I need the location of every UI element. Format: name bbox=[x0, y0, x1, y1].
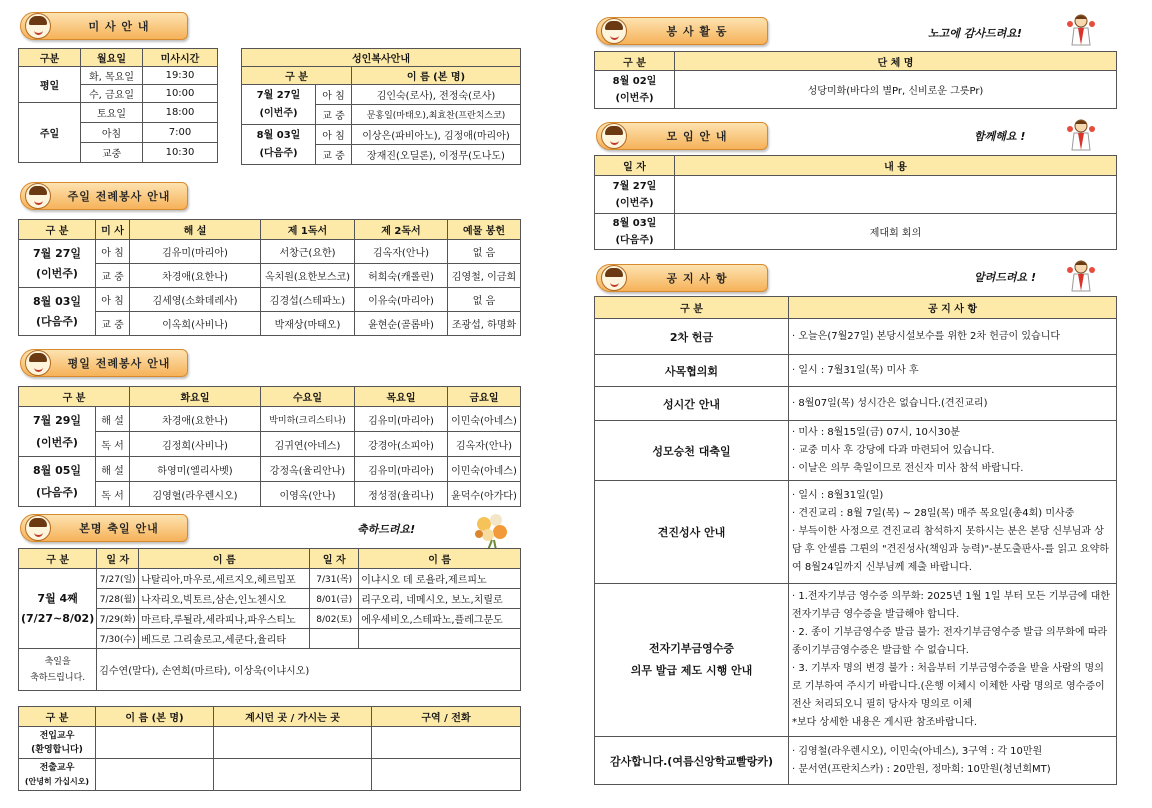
empty-cell bbox=[372, 727, 521, 759]
header-cell: 제 2독서 bbox=[355, 220, 448, 240]
date: 7월 27일 bbox=[612, 180, 657, 192]
notice-line: · 김영철(라우렌시오), 이민숙(아네스), 3구역 : 각 10만원 bbox=[792, 745, 1043, 757]
day-cell: 7/29(화) bbox=[97, 609, 139, 629]
meeting-table bbox=[594, 155, 1117, 250]
weekday-service-banner-label: 평일 전례봉사 안내 bbox=[67, 357, 171, 370]
sunday-service-banner bbox=[20, 182, 188, 210]
notice-banner-label: 공 지 사 항 bbox=[666, 272, 728, 285]
day-cell: 7/28(월) bbox=[97, 589, 139, 609]
date-sub: (이번주) bbox=[615, 197, 654, 209]
date-cell bbox=[19, 407, 96, 457]
sunday-service-table bbox=[18, 219, 521, 336]
group-cell: 성당미화(바다의 별Pr, 신비로운 그릇Pr) bbox=[675, 71, 1117, 109]
notice-line: · 8월07일(목) 성시간은 없습니다.(견진교리) bbox=[789, 387, 1117, 421]
notice-title: 전자기부금영수증 bbox=[648, 642, 734, 655]
header-cell: 화요일 bbox=[130, 387, 261, 407]
header-cell: 내 용 bbox=[675, 156, 1117, 176]
header-cell: 구분 bbox=[19, 49, 81, 67]
fri-cell: 이민숙(아네스) bbox=[448, 457, 521, 482]
notice-lines bbox=[789, 421, 1117, 481]
flower-bouquet-icon bbox=[470, 510, 514, 550]
header-cell: 수요일 bbox=[261, 387, 355, 407]
volunteer-banner-label: 봉 사 활 동 bbox=[666, 25, 728, 38]
jesus-figure-icon bbox=[1066, 117, 1096, 151]
header-cell: 구 분 bbox=[595, 52, 675, 71]
jesus-figure-icon bbox=[1066, 258, 1096, 292]
header-cell: 구 분 bbox=[595, 297, 789, 319]
empty-cell bbox=[96, 727, 214, 759]
header-cell: 미 사 bbox=[96, 220, 130, 240]
date: 7월 27일 bbox=[256, 89, 301, 101]
offering-cell: 없 음 bbox=[448, 240, 521, 264]
transfer-table bbox=[18, 706, 521, 791]
content-cell bbox=[675, 176, 1117, 214]
role-cell: 해 설 bbox=[96, 407, 130, 432]
header-cell: 단 체 명 bbox=[675, 52, 1117, 71]
transfer-in-cell bbox=[19, 727, 96, 759]
nameday-banner-label: 본명 축일 안내 bbox=[79, 522, 159, 535]
date-cell bbox=[595, 214, 675, 250]
notice-table bbox=[594, 296, 1117, 785]
volunteer-cheer: 노고에 감사드려요! bbox=[928, 27, 1022, 40]
offering-cell: 김영철, 이금희 bbox=[448, 264, 521, 288]
volunteer-table bbox=[594, 51, 1117, 109]
priest-face-icon bbox=[25, 183, 51, 209]
header-cell: 이 름 (본 명) bbox=[96, 707, 214, 727]
header-cell: 미사시간 bbox=[143, 49, 218, 67]
date-cell bbox=[595, 71, 675, 109]
reader1-cell: 옥치원(요한보스코) bbox=[261, 264, 355, 288]
priest-face-icon bbox=[25, 13, 51, 39]
notice-title: 감사합니다.(여름신앙학교빨랑카) bbox=[595, 737, 789, 785]
notice-title: 의무 발급 제도 시행 안내 bbox=[630, 664, 753, 677]
commentator-cell: 이옥희(사비나) bbox=[130, 312, 261, 336]
nameday-banner bbox=[20, 514, 188, 542]
names-cell bbox=[359, 629, 521, 649]
header-cell: 구역 / 전화 bbox=[372, 707, 521, 727]
notice-line: · 3. 기부자 명의 변경 불가 : 처음부터 기부금영수증을 받을 사람의 명의로 기부하여 주시기 바랍니다.(은행 이체시 이체한 사람 명의로 영수증이 전산 처리되오니 필히 당사자 명의로 이체 bbox=[792, 663, 1105, 710]
transfer-out-cell bbox=[19, 759, 96, 791]
weekday-label: 평일 bbox=[19, 67, 81, 103]
notice-title: 견진성사 안내 bbox=[595, 481, 789, 584]
fri-cell: 이민숙(아네스) bbox=[448, 407, 521, 432]
names-cell: 에우세비오,스테파노,플레그문도 bbox=[359, 609, 521, 629]
fri-cell: 김옥자(안나) bbox=[448, 432, 521, 457]
notice-title: 사목협의회 bbox=[595, 355, 789, 387]
mass-day: 수, 금요일 bbox=[81, 85, 143, 103]
notice-banner bbox=[596, 264, 768, 292]
notice-title: 성모승천 대축일 bbox=[595, 421, 789, 481]
header-cell: 이 름 (본 명) bbox=[352, 67, 521, 85]
header-cell: 일 자 bbox=[310, 549, 359, 569]
day-cell: 7/31(목) bbox=[310, 569, 359, 589]
congrats-names: 김수연(말다), 손연희(마르타), 이상욱(이냐시오) bbox=[97, 649, 521, 691]
date-cell bbox=[242, 85, 316, 125]
day-cell bbox=[310, 629, 359, 649]
header-cell: 이 름 bbox=[139, 549, 310, 569]
priest-face-icon bbox=[601, 265, 627, 291]
header-cell: 월요일 bbox=[81, 49, 143, 67]
commentator-cell: 김세영(소화데레사) bbox=[130, 288, 261, 312]
priest-face-icon bbox=[25, 515, 51, 541]
tue-cell: 하영미(엘리사벳) bbox=[130, 457, 261, 482]
empty-cell bbox=[372, 759, 521, 791]
names-cell: 김인숙(로사), 전정숙(로사) bbox=[352, 85, 521, 105]
reader1-cell: 박재상(마태오) bbox=[261, 312, 355, 336]
notice-line: · 교중 미사 후 강당에 다과 마련되어 있습니다. bbox=[792, 444, 995, 456]
notice-lines bbox=[789, 481, 1117, 584]
date-sub: (이번주) bbox=[36, 435, 78, 449]
date: 7월 27일 bbox=[32, 246, 82, 260]
header-cell: 금요일 bbox=[448, 387, 521, 407]
day-cell: 7/30(수) bbox=[97, 629, 139, 649]
week-range: (7/27~8/02) bbox=[21, 611, 95, 625]
header-cell: 일 자 bbox=[97, 549, 139, 569]
header-cell: 구 분 bbox=[19, 387, 130, 407]
thu-cell: 김유미(마리아) bbox=[355, 407, 448, 432]
notice-line: · 일시 : 8월31일(일) bbox=[792, 490, 884, 501]
thu-cell: 김유미(마리아) bbox=[355, 457, 448, 482]
notice-title: 성시간 안내 bbox=[595, 387, 789, 421]
notice-line: · 이날은 의무 축일이므로 전신자 미사 참석 바랍니다. bbox=[792, 462, 1024, 474]
mass-time: 19:30 bbox=[143, 67, 218, 85]
notice-title-cell bbox=[595, 584, 789, 737]
offering-cell: 조광섭, 하명화 bbox=[448, 312, 521, 336]
day-cell: 7/27(일) bbox=[97, 569, 139, 589]
header-cell: 구 분 bbox=[19, 549, 97, 569]
reader1-cell: 서창근(요한) bbox=[261, 240, 355, 264]
header-cell: 목요일 bbox=[355, 387, 448, 407]
mass-banner bbox=[20, 12, 188, 40]
adult-server-table bbox=[241, 48, 521, 165]
mass-day: 토요일 bbox=[81, 103, 143, 123]
role-cell: 독 서 bbox=[96, 432, 130, 457]
notice-lines bbox=[789, 737, 1117, 785]
commentator-cell: 김유미(마리아) bbox=[130, 240, 261, 264]
week-cell bbox=[19, 569, 97, 649]
slot-cell: 아 침 bbox=[316, 125, 352, 145]
wed-cell: 이영옥(안나) bbox=[261, 482, 355, 507]
reader2-cell: 김옥자(안나) bbox=[355, 240, 448, 264]
notice-line: · 견진교리 : 8월 7일(목) ~ 28일(목) 매주 목요일(총4회) 미사중 bbox=[792, 508, 1075, 519]
header-cell: 구 분 bbox=[242, 67, 352, 85]
meeting-cheer: 함께해요 ! bbox=[974, 130, 1026, 143]
tue-cell: 차경애(요한나) bbox=[130, 407, 261, 432]
notice-line: · 오늘은(7월27일) 본당시설보수를 위한 2차 헌금이 있습니다 bbox=[789, 319, 1117, 355]
header-cell: 이 름 bbox=[359, 549, 521, 569]
header-cell: 계시던 곳 / 가시는 곳 bbox=[214, 707, 372, 727]
fri-cell: 윤덕수(아가다) bbox=[448, 482, 521, 507]
adult-title: 성인복사안내 bbox=[242, 49, 521, 67]
transfer-in-label: 전입교우 bbox=[39, 730, 75, 741]
slot-cell: 아 침 bbox=[316, 85, 352, 105]
date-cell bbox=[19, 457, 96, 507]
date-sub: (다음주) bbox=[36, 314, 78, 328]
reader1-cell: 김경섭(스테파노) bbox=[261, 288, 355, 312]
date: 8월 03일 bbox=[32, 294, 82, 308]
weekday-service-table bbox=[18, 386, 521, 507]
names-cell: 마르타,루될라,세라피나,파우스티노 bbox=[139, 609, 310, 629]
names-cell: 베드로 그리솔로고,세쿤다,율리타 bbox=[139, 629, 310, 649]
empty-cell bbox=[214, 727, 372, 759]
mass-day: 교중 bbox=[81, 143, 143, 163]
content-cell: 제대회 회의 bbox=[675, 214, 1117, 250]
notice-line: · 미사 : 8월15일(금) 07시, 10시30분 bbox=[792, 426, 960, 438]
reader2-cell: 이유숙(마리아) bbox=[355, 288, 448, 312]
meeting-banner bbox=[596, 122, 768, 150]
header-cell: 예물 봉헌 bbox=[448, 220, 521, 240]
date-cell bbox=[19, 240, 96, 288]
role-cell: 해 설 bbox=[96, 457, 130, 482]
notice-line: · 부득이한 사정으로 견진교리 참석하지 못하시는 분은 본당 신부님과 상담 후 안셀름 그륀의 "견진성사(책임과 능력)"-분도출판사-를 읽고 요약하여 8월24일까지 신부님께 제출 바랍니다. bbox=[792, 526, 1109, 573]
reader2-cell: 윤현순(골롬바) bbox=[355, 312, 448, 336]
congrats-label: 축하드립니다. bbox=[30, 672, 86, 683]
mass-cell: 아 침 bbox=[96, 288, 130, 312]
header-cell: 해 설 bbox=[130, 220, 261, 240]
commentator-cell: 차경애(요한나) bbox=[130, 264, 261, 288]
names-cell: 나자리오,빅토르,삼손,인노첸시오 bbox=[139, 589, 310, 609]
priest-face-icon bbox=[601, 18, 627, 44]
names-cell: 이냐시오 데 로욜라,제르피노 bbox=[359, 569, 521, 589]
transfer-out-sub: (안녕히 가십시오) bbox=[24, 776, 90, 786]
notice-cheer: 알려드려요 ! bbox=[974, 271, 1036, 284]
sunday-service-banner-label: 주일 전례봉사 안내 bbox=[67, 190, 171, 203]
empty-cell bbox=[96, 759, 214, 791]
date-sub: (이번주) bbox=[615, 92, 654, 104]
header-cell: 구 분 bbox=[19, 707, 96, 727]
mass-time: 10:30 bbox=[143, 143, 218, 163]
sunday-label: 주일 bbox=[19, 103, 81, 163]
slot-cell: 교 중 bbox=[316, 145, 352, 165]
notice-line: · 2. 종이 기부금영수증 발급 불가: 전자기부금영수증 발급 의무화에 따라 종이기부금영수증은 발급할 수 없습니다. bbox=[792, 627, 1108, 656]
notice-lines bbox=[789, 584, 1117, 737]
empty-cell bbox=[214, 759, 372, 791]
week-label: 7월 4째 bbox=[37, 591, 78, 605]
priest-face-icon bbox=[601, 123, 627, 149]
date-sub: (이번주) bbox=[36, 266, 78, 280]
names-cell: 리구오리, 네메시오, 보노,치릴로 bbox=[359, 589, 521, 609]
slot-cell: 교 중 bbox=[316, 105, 352, 125]
names-cell: 문홍일(마태오),최효찬(프란치스코) bbox=[352, 105, 521, 125]
offering-cell: 없 음 bbox=[448, 288, 521, 312]
priest-face-icon bbox=[25, 350, 51, 376]
transfer-in-sub: (환영합니다) bbox=[31, 744, 83, 755]
date-sub: (다음주) bbox=[36, 485, 78, 499]
date-cell bbox=[595, 176, 675, 214]
wed-cell: 강정옥(율리안나) bbox=[261, 457, 355, 482]
nameday-cheer: 축하드려요! bbox=[357, 523, 416, 536]
weekday-service-banner bbox=[20, 349, 188, 377]
date: 8월 03일 bbox=[612, 217, 657, 229]
names-cell: 나탈리아,마우로,세르지오,헤르밉포 bbox=[139, 569, 310, 589]
header-cell: 공 지 사 항 bbox=[789, 297, 1117, 319]
mass-time: 18:00 bbox=[143, 103, 218, 123]
thu-cell: 정성점(율리나) bbox=[355, 482, 448, 507]
date: 8월 02일 bbox=[612, 75, 657, 87]
nameday-table bbox=[18, 548, 521, 691]
date-sub: (다음주) bbox=[615, 234, 654, 246]
mass-banner-label: 미 사 안 내 bbox=[88, 20, 150, 33]
notice-line: · 일시 : 7월31일(목) 미사 후 bbox=[789, 355, 1117, 387]
mass-day: 화, 목요일 bbox=[81, 67, 143, 85]
mass-cell: 아 침 bbox=[96, 240, 130, 264]
mass-time: 7:00 bbox=[143, 123, 218, 143]
mass-time: 10:00 bbox=[143, 85, 218, 103]
names-cell: 장재진(오딜론), 이정무(도나도) bbox=[352, 145, 521, 165]
names-cell: 이상은(파비아노), 김정애(마리아) bbox=[352, 125, 521, 145]
notice-line: *보다 상세한 내용은 게시판 참조바랍니다. bbox=[792, 717, 978, 728]
date-cell bbox=[19, 288, 96, 336]
date-cell bbox=[242, 125, 316, 165]
role-cell: 독 서 bbox=[96, 482, 130, 507]
day-cell: 8/02(토) bbox=[310, 609, 359, 629]
tue-cell: 김정희(사비나) bbox=[130, 432, 261, 457]
thu-cell: 강경아(소피아) bbox=[355, 432, 448, 457]
header-cell: 제 1독서 bbox=[261, 220, 355, 240]
notice-line: · 문서연(프란치스카) : 20만원, 정마희: 10만원(청년회MT) bbox=[792, 763, 1051, 775]
mass-table bbox=[18, 48, 218, 163]
date-sub: (이번주) bbox=[259, 107, 298, 119]
wed-cell: 박미하(크리스티나) bbox=[261, 407, 355, 432]
meeting-banner-label: 모 임 안 내 bbox=[666, 130, 728, 143]
mass-day: 아침 bbox=[81, 123, 143, 143]
volunteer-banner bbox=[596, 17, 768, 45]
date: 7월 29일 bbox=[32, 413, 82, 427]
notice-line: · 1.전자기부금 영수증 의무화: 2025년 1월 1일 부터 모든 기부금에 대한 전자기부금 영수증을 발급해야 합니다. bbox=[792, 591, 1110, 620]
mass-cell: 교 중 bbox=[96, 312, 130, 336]
transfer-out-label: 전출교우 bbox=[39, 762, 75, 773]
header-cell: 일 자 bbox=[595, 156, 675, 176]
reader2-cell: 허희숙(캐롤린) bbox=[355, 264, 448, 288]
jesus-figure-icon bbox=[1066, 12, 1096, 46]
notice-title: 2차 헌금 bbox=[595, 319, 789, 355]
mass-cell: 교 중 bbox=[96, 264, 130, 288]
header-cell: 구 분 bbox=[19, 220, 96, 240]
date-sub: (다음주) bbox=[259, 147, 298, 159]
day-cell: 8/01(금) bbox=[310, 589, 359, 609]
tue-cell: 김영혈(라우렌시오) bbox=[130, 482, 261, 507]
date: 8월 05일 bbox=[32, 463, 82, 477]
congrats-cell bbox=[19, 649, 97, 691]
wed-cell: 김귀연(아네스) bbox=[261, 432, 355, 457]
congrats-label: 축일을 bbox=[44, 656, 71, 667]
date: 8월 03일 bbox=[256, 129, 301, 141]
